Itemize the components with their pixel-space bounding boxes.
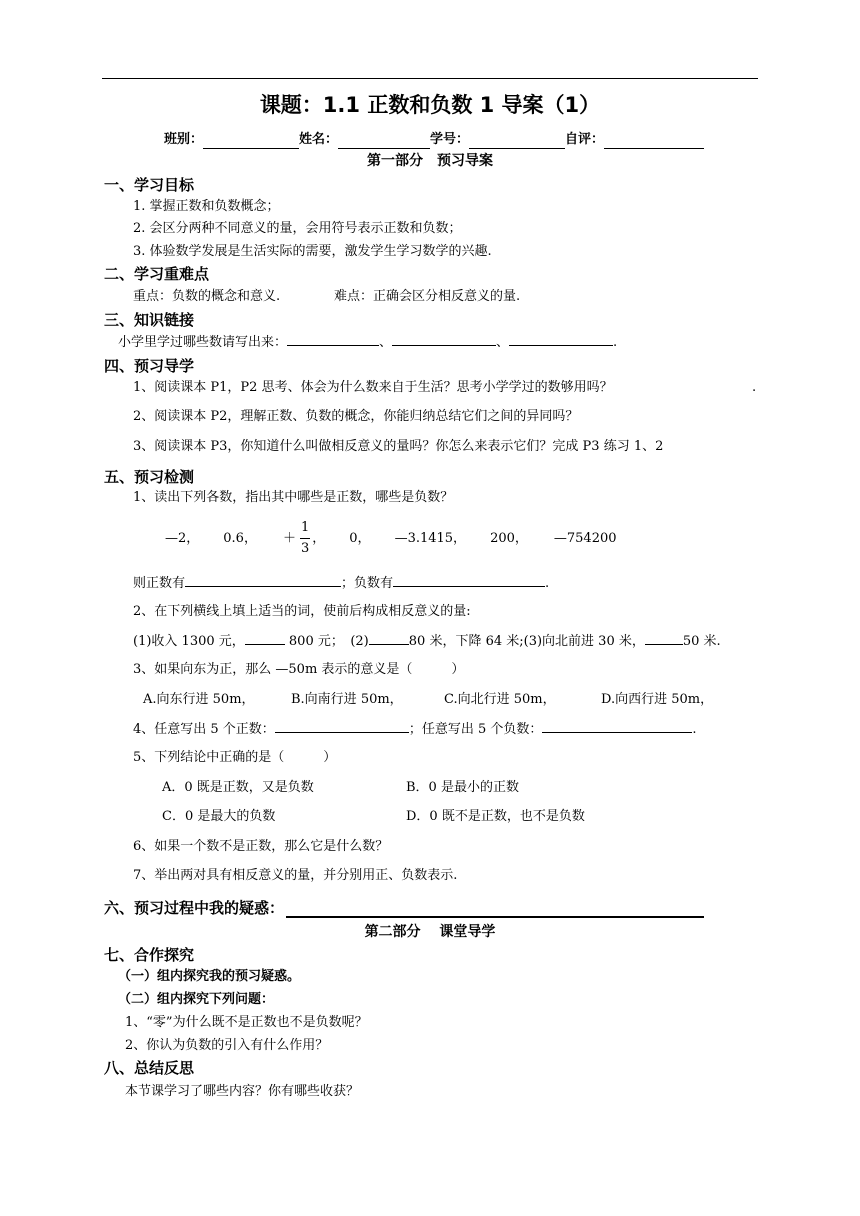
guide-item: 3、阅读课本 P3，你知道什么叫做相反意义的量吗？你怎么来表示它们？完成 P3 练习 1、2	[133, 439, 664, 454]
name-field[interactable]	[338, 134, 430, 149]
answer-blank[interactable]	[392, 333, 496, 346]
knowledge-prompt-row	[118, 333, 617, 352]
q5-option[interactable]: C．0 是最大的负数	[162, 809, 276, 824]
explore-item: 1、“零”为什么既不是正数也不是负数呢？	[125, 1015, 368, 1030]
answer-blank[interactable]	[287, 333, 379, 346]
question-5: 5、下列结论中正确的是（ ）	[133, 750, 337, 765]
number-item: —754200	[553, 530, 617, 546]
answer-blank[interactable]	[645, 632, 683, 645]
section-6-row	[104, 898, 704, 918]
goal-item: 1. 掌握正数和负数概念；	[133, 199, 280, 214]
answer-blank[interactable]	[393, 574, 545, 587]
goal-item: 3. 体验数学发展是生活实际的需要，激发学生学习数学的兴趣.	[133, 244, 492, 259]
eval-field[interactable]	[604, 134, 704, 149]
q3-option[interactable]: C.向北行进 50m，	[444, 692, 556, 707]
question-4-row	[133, 720, 697, 739]
guide-item: 2、阅读课本 P2，理解正数、负数的概念，你能归纳总结它们之间的异同吗？	[133, 409, 579, 424]
q5-option[interactable]: B．0 是最小的正数	[406, 780, 519, 795]
reflection-text: 本节课学习了哪些内容？你有哪些收获？	[125, 1084, 360, 1099]
eval-label: 自评：	[565, 132, 605, 147]
period: .	[692, 722, 697, 737]
part2-heading: 第二部分 课堂导学	[364, 924, 496, 940]
q3-option[interactable]: B.向南行进 50m，	[291, 692, 403, 707]
explore-item: 2、你认为负数的引入有什么作用？	[125, 1038, 329, 1053]
number-list	[165, 518, 617, 559]
knowledge-prompt: 小学里学过哪些数请写出来：	[118, 335, 288, 350]
class-label: 班别：	[164, 132, 204, 147]
question-6: 6、如果一个数不是正数，那么它是什么数？	[133, 839, 389, 854]
negative-label: ；负数有	[341, 576, 394, 591]
subsection-1: （一）组内探究我的预习疑惑。	[118, 969, 301, 984]
section-2-title: 二、学习重难点	[104, 265, 210, 283]
number-sign: ＋	[282, 530, 296, 546]
q2-part: 800 元； (2)	[284, 634, 369, 649]
doubt-answer-line[interactable]	[286, 900, 704, 918]
number-item: 0，	[349, 530, 371, 546]
q3-option[interactable]: A.向东行进 50m，	[143, 692, 255, 707]
page-title: 课题：1.1 正数和负数 1 导案（1）	[259, 93, 601, 117]
number-item: 200，	[490, 530, 528, 546]
goal-item: 2. 会区分两种不同意义的量，会用符号表示正数和负数；	[133, 221, 462, 236]
guide-item: 1、阅读课本 P1，P2 思考、体会为什么数来自于生活？思考小学学过的数够用吗？	[133, 380, 613, 395]
number-item: 0.6，	[223, 530, 257, 546]
student-info-row	[164, 131, 704, 149]
period: .	[613, 335, 618, 350]
section-5-title: 五、预习检测	[104, 468, 195, 486]
header-rule	[102, 78, 758, 79]
q5-option[interactable]: D．0 既不是正数，也不是负数	[406, 809, 585, 824]
positive-label: 则正数有	[133, 576, 186, 591]
key-point: 重点：负数的概念和意义.	[133, 289, 281, 304]
fraction-numerator: 1	[300, 518, 310, 539]
answer-blank[interactable]	[369, 632, 409, 645]
q2-part: 50 米.	[682, 634, 721, 649]
subsection-2: （二）组内探究下列问题：	[118, 992, 275, 1007]
q3-option[interactable]: D.向西行进 50m，	[601, 692, 714, 707]
number-item: —3.1415，	[394, 530, 467, 546]
answer-blank[interactable]	[245, 632, 285, 645]
id-label: 学号：	[430, 132, 470, 147]
difficult-point: 难点：正确会区分相反意义的量.	[334, 289, 521, 304]
section-1-title: 一、学习目标	[104, 176, 195, 194]
question-1: 1、读出下列各数，指出其中哪些是正数，哪些是负数？	[133, 490, 454, 505]
question-2-fill-row	[133, 632, 721, 651]
separator: 、	[379, 335, 393, 350]
stray-dot: .	[752, 380, 757, 395]
answer-blank[interactable]	[185, 574, 341, 587]
q4-negative-label: ；任意写出 5 个负数：	[408, 722, 543, 737]
q5-option[interactable]: A．0 既是正数，又是负数	[162, 780, 314, 795]
q4-positive-label: 4、任意写出 5 个正数：	[133, 722, 275, 737]
fraction-denominator: 3	[300, 541, 310, 556]
id-field[interactable]	[469, 134, 565, 149]
class-field[interactable]	[203, 134, 299, 149]
part1-heading: 第一部分 预习导案	[367, 153, 493, 169]
section-8-title: 八、总结反思	[104, 1059, 195, 1077]
question-2: 2、在下列横线上填上适当的词，使前后构成相反意义的量:	[133, 604, 471, 619]
section-4-title: 四、预习导学	[104, 357, 195, 375]
separator: 、	[496, 335, 510, 350]
answer-blank[interactable]	[275, 720, 409, 733]
question-7: 7、举出两对具有相反意义的量，并分别用正、负数表示.	[133, 868, 458, 883]
section-6-title: 六、预习过程中我的疑惑：	[104, 899, 285, 917]
q2-part: (1)收入 1300 元，	[133, 634, 245, 649]
fraction-one-third	[300, 518, 310, 559]
number-item: ，	[312, 530, 326, 546]
section-3-title: 三、知识链接	[104, 311, 195, 329]
question-3: 3、如果向东为正，那么 —50m 表示的意义是（ ）	[133, 662, 465, 677]
name-label: 姓名：	[299, 132, 339, 147]
period: .	[545, 576, 550, 591]
number-item: —2，	[165, 530, 200, 546]
q2-part: 80 米，下降 64 米;(3)向北前进 30 米，	[408, 634, 645, 649]
answer-blank[interactable]	[542, 720, 692, 733]
positive-negative-row	[133, 574, 549, 593]
answer-blank[interactable]	[509, 333, 613, 346]
section-7-title: 七、合作探究	[104, 946, 195, 964]
